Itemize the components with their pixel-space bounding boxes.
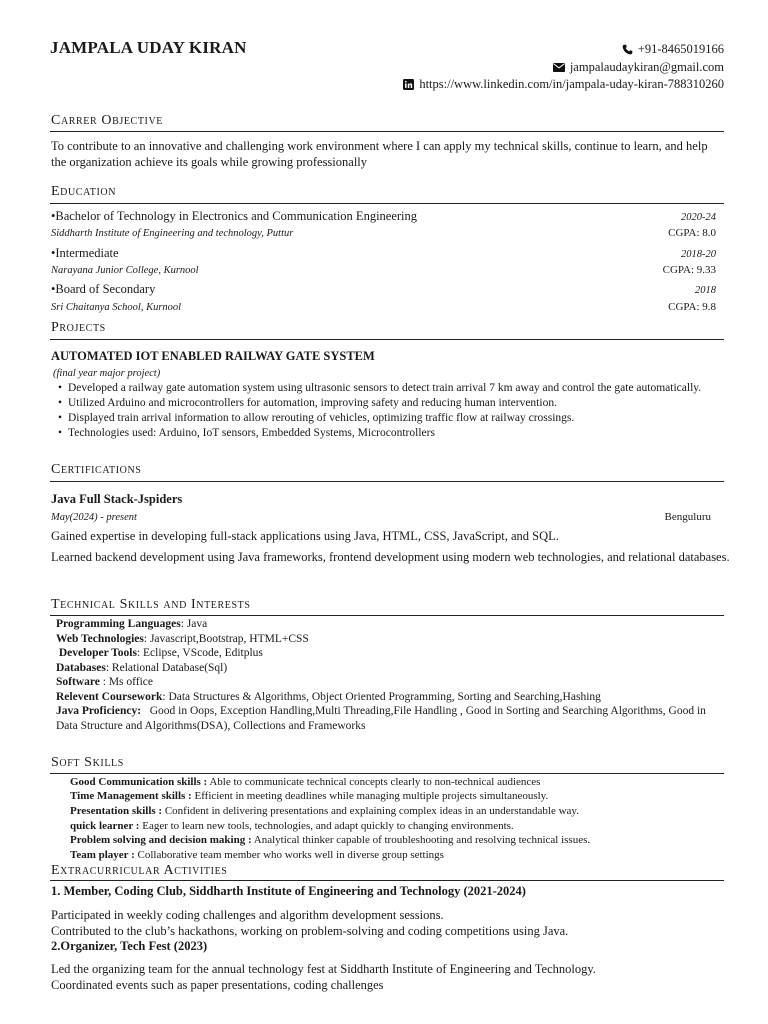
project-title: AUTOMATED IOT ENABLED RAILWAY GATE SYSTEM bbox=[51, 349, 375, 363]
certification-name: Java Full Stack-Jspiders bbox=[51, 492, 183, 506]
projects-section-title: Projects bbox=[51, 320, 106, 335]
degree-years: 2018-20 bbox=[681, 249, 716, 260]
envelope-icon bbox=[553, 63, 565, 72]
education-section-title: Education bbox=[51, 184, 117, 199]
phone-number: +91-8465019166 bbox=[637, 42, 724, 56]
technical-skills-section-title: Technical Skills and Interests bbox=[51, 597, 251, 612]
education-entry-degree-row bbox=[51, 209, 716, 224]
activity-description: Participated in weekly coding challenges and algorithm development sessions. bbox=[51, 908, 444, 922]
list-item: • Displayed train arrival information to allow rerouting of vehicles, optimizing traffic flow at railway crossings. bbox=[52, 411, 722, 426]
institute-name: Siddharth Institute of Engineering and technology, Puttur bbox=[51, 228, 294, 239]
email-address: jampalaudaykiran@gmail.com bbox=[569, 60, 724, 74]
activity-title: 1. Member, Coding Club, Siddharth Institute of Engineering and Technology (2021-2024) bbox=[51, 884, 526, 898]
institute-name: Sri Chaitanya School, Kurnool bbox=[51, 302, 182, 313]
soft-skill-line: Presentation skills : Confident in delivering presentations and explaining complex ideas in an understandable way. bbox=[70, 805, 579, 817]
soft-skills-section-title: Soft Skills bbox=[51, 755, 124, 770]
certification-paragraph: Gained expertise in developing full-stack applications using Java, HTML, CSS, JavaScript, and SQL. bbox=[51, 529, 559, 543]
certification-meta-row bbox=[51, 511, 711, 523]
activity-description: Led the organizing team for the annual technology fest at Siddharth Institute of Engineering and Technology. bbox=[51, 962, 596, 976]
list-item: • Developed a railway gate automation system using ultrasonic sensors to detect train arrival 7 km away and control the gate automatically. bbox=[52, 381, 722, 396]
degree-years: 2018 bbox=[695, 285, 716, 296]
activity-description: Coordinated events such as paper presentations, coding challenges bbox=[51, 978, 384, 992]
certifications-section-title: Certifications bbox=[51, 462, 142, 477]
skill-line: Java Proficiency: Good in Oops, Exception Handling,Multi Threading,File Handling , Good in Sorting and Searching Algorithms, Good in Data Structure and Algorithms(DSA), Collections and Frameworks bbox=[56, 705, 706, 732]
degree-name: •Bachelor of Technology in Electronics and Communication Engineering bbox=[51, 209, 418, 223]
education-entry-degree-row bbox=[51, 282, 716, 297]
soft-skill-line: quick learner : Eager to learn new tools, technologies, and adapt quickly to changing environments. bbox=[70, 820, 514, 832]
list-item: • Utilized Arduino and microcontrollers for automation, improving safety and reducing human intervention. bbox=[52, 396, 722, 411]
section-divider bbox=[50, 339, 724, 340]
education-entry-institute-row bbox=[51, 264, 716, 276]
section-divider bbox=[50, 131, 724, 132]
education-entry-institute-row bbox=[51, 227, 716, 239]
degree-name: •Board of Secondary bbox=[51, 282, 156, 296]
skill-line: Web Technologies: Javascript,Bootstrap, HTML+CSS bbox=[56, 633, 309, 645]
extracurricular-section-title: Extracurricular Activities bbox=[51, 863, 228, 878]
degree-score: CGPA: 8.0 bbox=[668, 227, 716, 239]
linkedin-contact[interactable] bbox=[403, 77, 724, 92]
soft-skill-line: Team player : Collaborative team member who works well in diverse group settings bbox=[70, 849, 444, 861]
list-item: • Technologies used: Arduino, IoT sensors, Embedded Systems, Microcontrollers bbox=[52, 426, 722, 441]
section-divider bbox=[50, 203, 724, 204]
degree-years: 2020-24 bbox=[681, 212, 716, 223]
activity-description: Contributed to the club’s hackathons, working on problem-solving and coding competitions using Java. bbox=[51, 924, 569, 938]
section-divider bbox=[50, 481, 724, 482]
phone-icon bbox=[622, 44, 633, 55]
institute-name: Narayana Junior College, Kurnool bbox=[51, 265, 199, 276]
objective-section-title: Carrer Objective bbox=[51, 113, 163, 128]
project-bullet-list bbox=[52, 381, 722, 441]
skill-line: Software : Ms office bbox=[56, 676, 154, 688]
linkedin-url: https://www.linkedin.com/in/jampala-uday-kiran-788310260 bbox=[419, 77, 724, 91]
certification-paragraph: Learned backend development using Java frameworks, frontend development using modern web technologies, and relational databases. bbox=[51, 550, 730, 564]
section-divider bbox=[50, 773, 724, 774]
soft-skill-line: Problem solving and decision making : Analytical thinker capable of troubleshooting and resolving technical issues. bbox=[70, 834, 591, 846]
skill-line: Programming Languages: Java bbox=[56, 618, 208, 630]
activity-title: 2.Organizer, Tech Fest (2023) bbox=[51, 939, 208, 953]
phone-contact[interactable] bbox=[622, 42, 724, 57]
degree-score: CGPA: 9.33 bbox=[662, 264, 716, 276]
education-entry-degree-row bbox=[51, 246, 716, 261]
degree-name: •Intermediate bbox=[51, 246, 119, 260]
soft-skill-line: Good Communication skills : Able to communicate technical concepts clearly to non-technical audiences bbox=[70, 776, 541, 788]
objective-text: To contribute to an innovative and challenging work environment where I can apply my technical skills, continue to learn, and help the organization achieve its goals while growing professionally bbox=[51, 139, 708, 169]
candidate-name: JAMPALA UDAY KIRAN bbox=[50, 38, 247, 57]
project-subtitle: (final year major project) bbox=[53, 368, 161, 379]
linkedin-icon bbox=[403, 79, 414, 90]
education-entry-institute-row bbox=[51, 301, 716, 313]
skill-line: Developer Tools: Eclipse, VScode, Editplus bbox=[56, 647, 263, 659]
email-contact[interactable] bbox=[553, 60, 724, 75]
skill-line: Relevent Coursework: Data Structures & Algorithms, Object Oriented Programming, Sorting and Searching,Hashing bbox=[56, 691, 601, 703]
skill-line: Databases: Relational Database(Sql) bbox=[56, 662, 228, 674]
certification-location: Benguluru bbox=[664, 511, 711, 523]
section-divider bbox=[50, 880, 724, 881]
certification-date: May(2024) - present bbox=[51, 512, 137, 523]
soft-skill-line: Time Management skills : Efficient in meeting deadlines while managing multiple projects simultaneously. bbox=[70, 790, 549, 802]
degree-score: CGPA: 9.8 bbox=[668, 301, 716, 313]
section-divider bbox=[50, 615, 724, 616]
